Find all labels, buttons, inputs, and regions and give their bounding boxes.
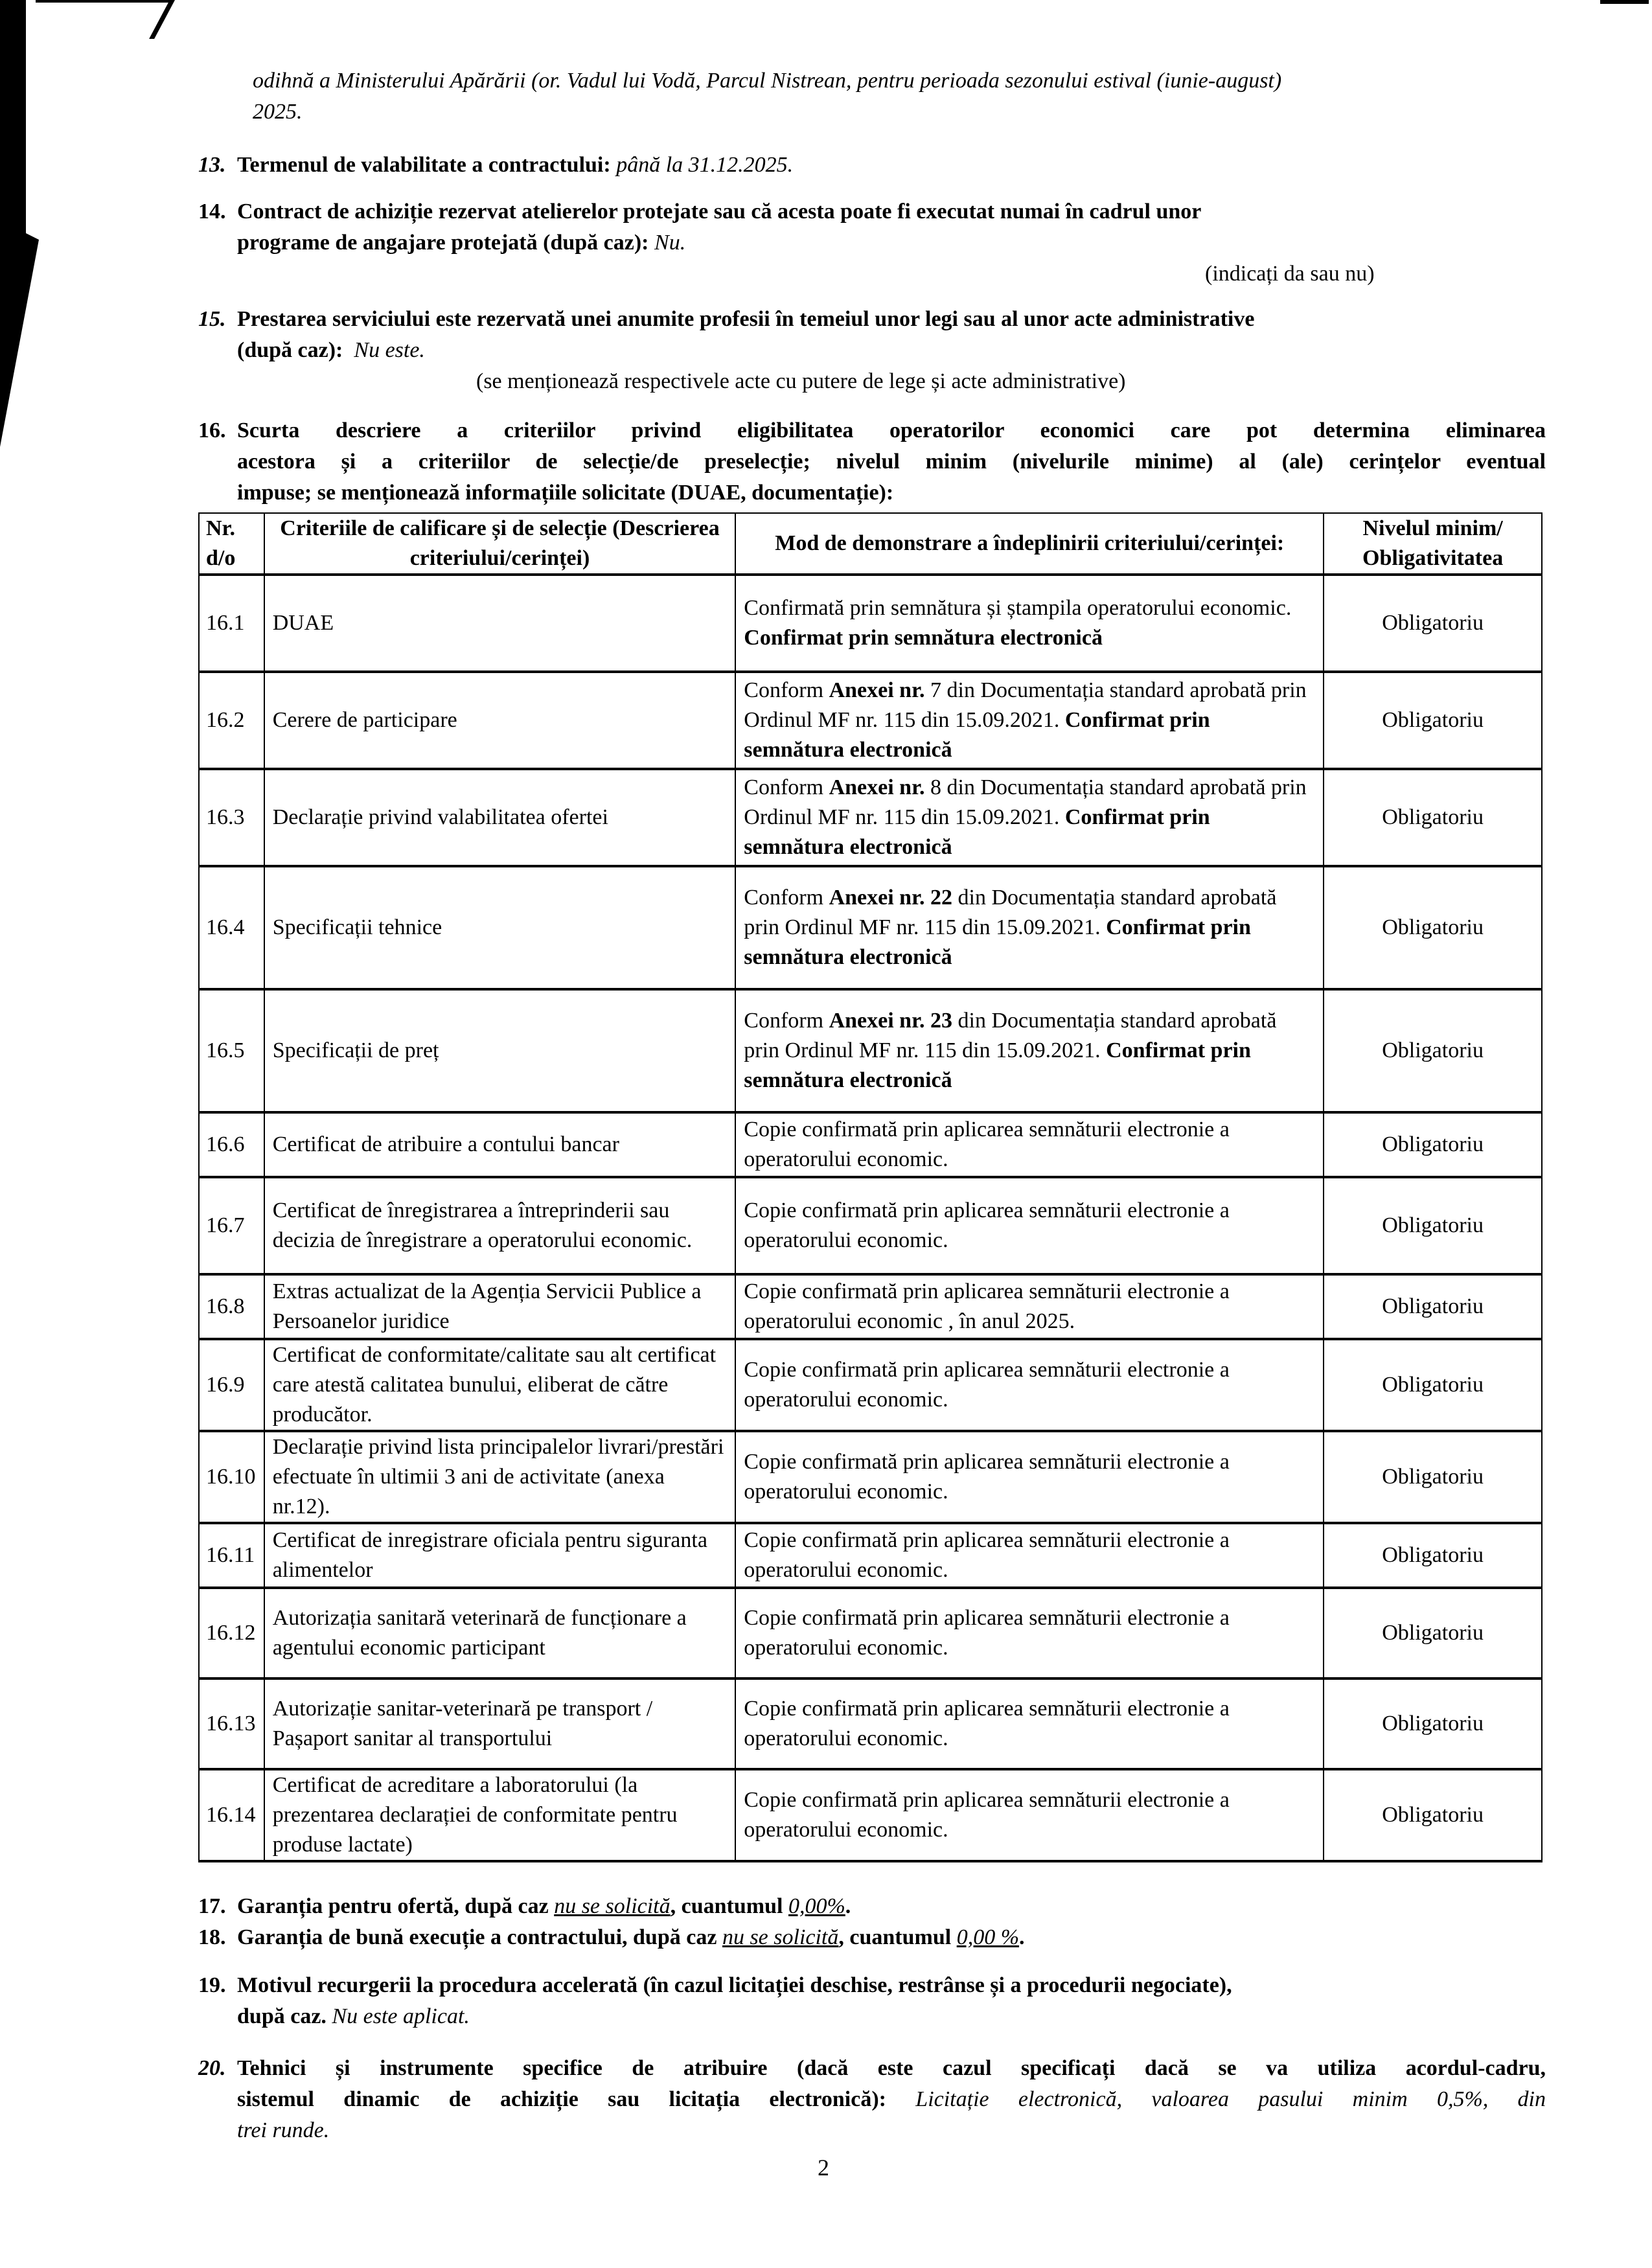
section-value: nu se solicită bbox=[722, 1925, 839, 1949]
section-amount: 0,00% bbox=[788, 1894, 845, 1918]
table-row bbox=[199, 1769, 1542, 1861]
section-number: 18. bbox=[198, 1925, 226, 1949]
cell-method bbox=[735, 1112, 1324, 1177]
method-plain: Conform bbox=[744, 775, 829, 799]
method-bold: Anexei nr. bbox=[829, 775, 925, 799]
method-bold: Confirmat prin semnătura electronică bbox=[744, 626, 1103, 650]
section-15-line2 bbox=[237, 336, 425, 365]
cell-nr: 16.8 bbox=[199, 1274, 264, 1339]
cell-level: Obligatoriu bbox=[1324, 989, 1542, 1112]
section-20-line3: trei runde. bbox=[237, 2118, 330, 2142]
cell-criteria: Extras actualizat de la Agenția Servicii Publice a Persoanelor juridice bbox=[264, 1274, 736, 1339]
table-row bbox=[199, 1431, 1542, 1523]
section-amount: 0,00 % bbox=[956, 1925, 1020, 1949]
cell-method bbox=[735, 1523, 1324, 1588]
section-15-hint: (se menționează respectivele acte cu putere de lege și acte administrative) bbox=[476, 369, 1126, 393]
table-row bbox=[199, 1523, 1542, 1588]
cell-method bbox=[735, 866, 1324, 989]
cell-nr: 16.6 bbox=[199, 1112, 264, 1177]
cell-level: Obligatoriu bbox=[1324, 1431, 1542, 1523]
table-row bbox=[199, 672, 1542, 769]
cell-nr: 16.10 bbox=[199, 1431, 264, 1523]
cell-level: Obligatoriu bbox=[1324, 1678, 1542, 1769]
cell-nr: 16.11 bbox=[199, 1523, 264, 1588]
cell-criteria: Certificat de acreditare a laboratorului (la prezentarea declarației de conformitate pentru produse lactate) bbox=[264, 1769, 736, 1861]
section-value: Nu. bbox=[654, 231, 686, 255]
method-bold: Anexei nr. 22 bbox=[829, 886, 953, 910]
method-plain: Copie confirmată prin aplicarea semnăturii electronie a operatorului economic. bbox=[744, 1697, 1230, 1750]
section-19-line1: Motivul recurgerii la procedura accelerată (în cazul licitației deschise, restrânse și a procedurii negociate), bbox=[237, 1973, 1232, 1997]
section-label-line2: sistemul dinamic de achiziție sau licitația electronică): bbox=[237, 2087, 886, 2111]
method-bold2: Confirmat prin semnătura electronică bbox=[744, 708, 1210, 762]
section-16-line3: impuse; se menționează informațiile solicitate (DUAE, documentație): bbox=[237, 481, 894, 505]
section-20-line1: Tehnici și instrumente specifice de atribuire (dacă este cazul specificați dacă se va utiliza acordul-cadru, bbox=[237, 2056, 1546, 2080]
method-bold2: Confirmat prin semnătura electronică bbox=[744, 915, 1251, 969]
method-plain: Conform bbox=[744, 678, 829, 702]
method-plain: Copie confirmată prin aplicarea semnăturii electronie a operatorului economic. bbox=[744, 1450, 1230, 1504]
section-14-line2 bbox=[237, 228, 685, 258]
cell-criteria: Cerere de participare bbox=[264, 672, 736, 769]
section-number: 20. bbox=[198, 2056, 226, 2080]
method-plain: Copie confirmată prin aplicarea semnăturii electronie a operatorului economic. bbox=[744, 1788, 1230, 1842]
section-20 bbox=[198, 2054, 1546, 2083]
section-19-line2 bbox=[237, 2002, 470, 2032]
cell-level: Obligatoriu bbox=[1324, 1769, 1542, 1861]
section-16-line1: Scurta descriere a criteriilor privind eligibilitatea operatorilor economici care pot determina eliminarea bbox=[237, 418, 1546, 442]
method-tail: din Documentația standard aprobată prin Ordinul MF nr. 115 din 15.09.2021. bbox=[744, 886, 1277, 939]
section-16 bbox=[198, 416, 1546, 446]
scan-edge-shadow bbox=[0, 0, 26, 233]
scan-top-edge bbox=[36, 0, 172, 3]
cell-criteria: Certificat de înregistrarea a întreprinderii sau decizia de înregistrare a operatorului economic. bbox=[264, 1177, 736, 1274]
cell-method bbox=[735, 1274, 1324, 1339]
cell-method bbox=[735, 1769, 1324, 1861]
section-value: Nu este. bbox=[354, 338, 425, 362]
method-tail: din Documentația standard aprobată prin Ordinul MF nr. 115 din 15.09.2021. bbox=[744, 1009, 1277, 1062]
section-label-line1: Prestarea serviciului este rezervată unei anumite profesii în temeiul unor legi sau al unor acte administrative bbox=[237, 307, 1255, 331]
cell-criteria: Specificații tehnice bbox=[264, 866, 736, 989]
header-method: Mod de demonstrare a îndeplinirii criteriului/cerinței: bbox=[735, 513, 1324, 575]
table-row bbox=[199, 1588, 1542, 1678]
intro-line-2: 2025. bbox=[253, 100, 303, 124]
cell-method bbox=[735, 1177, 1324, 1274]
table-row bbox=[199, 1112, 1542, 1177]
cell-nr: 16.1 bbox=[199, 575, 264, 672]
method-plain: Conform bbox=[744, 1009, 829, 1033]
cell-criteria: Autorizația sanitară veterinară de funcționare a agentului economic participant bbox=[264, 1588, 736, 1678]
cell-level: Obligatoriu bbox=[1324, 769, 1542, 866]
header-level: Nivelul minim/ Obligativitatea bbox=[1324, 513, 1542, 575]
header-nr: Nr. d/o bbox=[199, 513, 264, 575]
section-17 bbox=[198, 1892, 851, 1921]
section-sep: , cuantumul bbox=[670, 1894, 783, 1918]
section-19 bbox=[198, 1971, 1232, 2000]
section-number: 17. bbox=[198, 1894, 226, 1918]
criteria-table bbox=[198, 512, 1543, 1862]
section-number: 13. bbox=[198, 153, 226, 177]
table-row bbox=[199, 1678, 1542, 1769]
method-plain: Copie confirmată prin aplicarea semnăturii electronie a operatorului economic , în anul 2025. bbox=[744, 1279, 1230, 1333]
cell-method bbox=[735, 989, 1324, 1112]
section-number: 19. bbox=[198, 1973, 226, 1997]
cell-method bbox=[735, 1339, 1324, 1431]
method-tail: 8 din Documentația standard aprobată prin Ordinul MF nr. 115 din 15.09.2021. bbox=[744, 775, 1307, 829]
table-row bbox=[199, 1339, 1542, 1431]
method-plain: Copie confirmată prin aplicarea semnăturii electronie a operatorului economic. bbox=[744, 1606, 1230, 1660]
cell-method bbox=[735, 672, 1324, 769]
section-number: 14. bbox=[198, 200, 226, 223]
cell-method bbox=[735, 1588, 1324, 1678]
section-16-line2: acestora și a criteriilor de selecție/de preselecție; nivelul minim (nivelurile minime) al (ale) cerințelor eventual bbox=[237, 450, 1546, 474]
cell-level: Obligatoriu bbox=[1324, 866, 1542, 989]
section-14-hint: (indicați da sau nu) bbox=[1205, 262, 1375, 286]
section-13 bbox=[198, 150, 793, 180]
cell-criteria: Declarație privind lista principalelor livrari/prestări efectuate în ultimii 3 ani de activitate (anexa nr.12). bbox=[264, 1431, 736, 1523]
section-number: 16. bbox=[198, 418, 226, 442]
cell-nr: 16.7 bbox=[199, 1177, 264, 1274]
method-bold: Anexei nr. 23 bbox=[829, 1009, 953, 1033]
method-bold2: Confirmat prin semnătura electronică bbox=[744, 1038, 1251, 1092]
section-18 bbox=[198, 1923, 1025, 1953]
table-row bbox=[199, 1274, 1542, 1339]
section-value: Nu este aplicat. bbox=[332, 2004, 470, 2028]
table-body bbox=[199, 575, 1542, 1861]
section-end: . bbox=[845, 1894, 851, 1918]
cell-method bbox=[735, 1431, 1324, 1523]
cell-criteria: Autorizație sanitar-veterinară pe transport / Pașaport sanitar al transportului bbox=[264, 1678, 736, 1769]
section-value: până la 31.12.2025. bbox=[616, 153, 794, 177]
method-bold: Anexei nr. bbox=[829, 678, 925, 702]
cell-nr: 16.13 bbox=[199, 1678, 264, 1769]
section-20-line2 bbox=[237, 2085, 1546, 2114]
cell-nr: 16.2 bbox=[199, 672, 264, 769]
table-row bbox=[199, 866, 1542, 989]
method-plain: Copie confirmată prin aplicarea semnăturii electronie a operatorului economic. bbox=[744, 1117, 1230, 1171]
table-row bbox=[199, 769, 1542, 866]
method-plain: Copie confirmată prin aplicarea semnăturii electronie a operatorului economic. bbox=[744, 1528, 1230, 1582]
header-criteria: Criteriile de calificare și de selecție (Descrierea criteriului/cerinței) bbox=[264, 513, 736, 575]
table-row bbox=[199, 989, 1542, 1112]
cell-criteria: Certificat de conformitate/calitate sau alt certificat care atestă calitatea bunului, eliberat de către producător. bbox=[264, 1339, 736, 1431]
method-bold2: Confirmat prin semnătura electronică bbox=[744, 805, 1210, 859]
intro-line-1: odihnă a Ministerului Apărării (or. Vadul lui Vodă, Parcul Nistrean, pentru perioada sezonului estival (iunie-august) bbox=[253, 69, 1282, 93]
cell-nr: 16.9 bbox=[199, 1339, 264, 1431]
section-sep: , cuantumul bbox=[838, 1925, 952, 1949]
section-value: nu se solicită bbox=[554, 1894, 671, 1918]
section-label: Garanția de bună execuție a contractului, după caz bbox=[237, 1925, 717, 1949]
scan-edge-shadow-tip bbox=[0, 220, 39, 447]
section-label: Garanția pentru ofertă, după caz bbox=[237, 1894, 549, 1918]
scan-top-right-mark bbox=[1600, 0, 1649, 4]
cell-level: Obligatoriu bbox=[1324, 1523, 1542, 1588]
cell-method bbox=[735, 575, 1324, 672]
table-row bbox=[199, 575, 1542, 672]
cell-nr: 16.12 bbox=[199, 1588, 264, 1678]
section-label: Termenul de valabilitate a contractului: bbox=[237, 153, 611, 177]
section-end: . bbox=[1019, 1925, 1025, 1949]
section-14 bbox=[198, 197, 1201, 227]
cell-nr: 16.5 bbox=[199, 989, 264, 1112]
method-plain: Conform bbox=[744, 886, 829, 910]
cell-criteria: Specificații de preț bbox=[264, 989, 736, 1112]
method-tail: 7 din Documentația standard aprobată prin Ordinul MF nr. 115 din 15.09.2021. bbox=[744, 678, 1307, 732]
cell-level: Obligatoriu bbox=[1324, 1588, 1542, 1678]
cell-criteria: Certificat de inregistrare oficiala pentru siguranta alimentelor bbox=[264, 1523, 736, 1588]
cell-method bbox=[735, 1678, 1324, 1769]
cell-method bbox=[735, 769, 1324, 866]
section-label-line1: Contract de achiziție rezervat atelierelor protejate sau că acesta poate fi executat numai în cadrul unor bbox=[237, 200, 1202, 223]
cell-level: Obligatoriu bbox=[1324, 1339, 1542, 1431]
cell-criteria: Declarație privind valabilitatea ofertei bbox=[264, 769, 736, 866]
cell-criteria: DUAE bbox=[264, 575, 736, 672]
page-number: 2 bbox=[818, 2155, 829, 2181]
cell-criteria: Certificat de atribuire a contului bancar bbox=[264, 1112, 736, 1177]
cell-nr: 16.14 bbox=[199, 1769, 264, 1861]
method-plain: Copie confirmată prin aplicarea semnăturii electronie a operatorului economic. bbox=[744, 1358, 1230, 1412]
cell-level: Obligatoriu bbox=[1324, 672, 1542, 769]
cell-nr: 16.4 bbox=[199, 866, 264, 989]
section-label-line2: după caz. bbox=[237, 2004, 327, 2028]
section-15 bbox=[198, 304, 1254, 334]
table-header-row bbox=[199, 513, 1542, 575]
cell-level: Obligatoriu bbox=[1324, 1274, 1542, 1339]
section-label-line2: (după caz): bbox=[237, 338, 343, 362]
section-label-line2: programe de angajare protejată (după caz): bbox=[237, 231, 649, 255]
cell-level: Obligatoriu bbox=[1324, 575, 1542, 672]
table-row bbox=[199, 1177, 1542, 1274]
section-number: 15. bbox=[198, 307, 226, 331]
scan-corner-mark bbox=[149, 0, 175, 39]
cell-nr: 16.3 bbox=[199, 769, 264, 866]
cell-level: Obligatoriu bbox=[1324, 1112, 1542, 1177]
method-plain: Copie confirmată prin aplicarea semnăturii electronie a operatorului economic. bbox=[744, 1198, 1230, 1252]
method-plain: Confirmată prin semnătura și ștampila operatorului economic. bbox=[744, 596, 1292, 620]
cell-level: Obligatoriu bbox=[1324, 1177, 1542, 1274]
section-value-line2: Licitație electronică, valoarea pasului minim 0,5%, din bbox=[915, 2087, 1546, 2111]
